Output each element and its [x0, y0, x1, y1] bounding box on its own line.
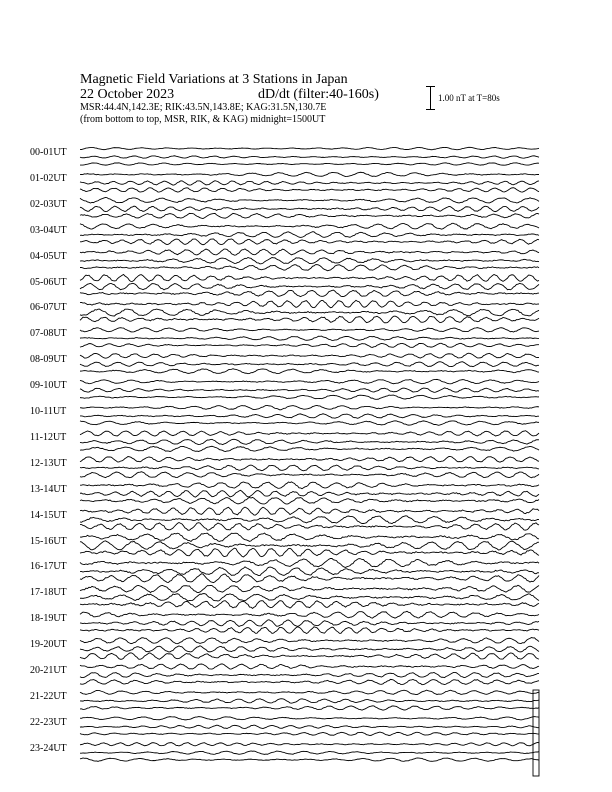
trace-rik: [80, 541, 539, 550]
trace-kag: [80, 742, 539, 745]
hour-label: 07-08UT: [30, 328, 67, 340]
trace-kag: [80, 147, 539, 149]
trace-kag: [80, 431, 539, 436]
hour-label: 06-07UT: [30, 302, 67, 314]
trace-kag: [80, 690, 539, 694]
order-note: (from bottom to top, MSR, RIK, & KAG) midnight=1500UT: [80, 114, 326, 125]
filter-label: dD/dt (filter:40-160s): [258, 87, 379, 102]
hour-label: 10-11UT: [30, 406, 67, 417]
trace-msr: [80, 522, 539, 530]
trace-msr: [80, 239, 539, 245]
hour-label: 16-17UT: [30, 561, 67, 573]
hour-label: 15-16UT: [30, 535, 67, 547]
trace-msr: [80, 290, 539, 297]
stations-info: MSR:44.4N,142.3E; RIK:43.5N,143.8E; KAG:31.5N,130.7E: [80, 102, 327, 113]
hour-label: 12-13UT: [30, 457, 67, 469]
hour-label: 02-03UT: [30, 198, 67, 210]
trace-kag: [80, 249, 539, 255]
hour-label: 00-01UT: [30, 147, 67, 158]
trace-rik: [80, 594, 539, 601]
hour-label: 03-04UT: [30, 224, 67, 236]
chart-date: 22 October 2023: [80, 87, 175, 102]
trace-msr: [80, 653, 539, 659]
trace-rik: [80, 672, 539, 677]
trace-rik: [80, 258, 539, 264]
trace-msr: [80, 369, 539, 374]
trace-kag: [80, 197, 539, 203]
trace-msr: [80, 163, 539, 165]
trace-msr: [80, 706, 539, 710]
trace-kag: [80, 274, 539, 281]
hour-label: 11-12UT: [30, 431, 67, 443]
trace-msr: [80, 343, 539, 347]
trace-rik: [80, 388, 539, 392]
hour-label: 13-14UT: [30, 483, 67, 495]
trace-kag: [80, 507, 539, 515]
trace-kag: [80, 664, 539, 669]
trace-msr: [80, 732, 539, 735]
trace-rik: [80, 439, 539, 444]
hour-label: 19-20UT: [30, 639, 67, 651]
hour-label: 04-05UT: [30, 250, 67, 262]
trace-rik: [80, 232, 539, 238]
hour-label: 08-09UT: [30, 354, 67, 366]
trace-msr: [80, 601, 539, 609]
trace-kag: [80, 223, 539, 229]
trace-rik: [80, 283, 539, 289]
trace-kag: [80, 456, 539, 462]
trace-kag: [80, 717, 539, 720]
hour-label: 01-02UT: [30, 172, 67, 184]
trace-rik: [80, 181, 539, 185]
trace-msr: [80, 213, 539, 218]
trace-rik: [80, 516, 539, 524]
trace-rik: [80, 567, 539, 576]
trace-rik: [80, 465, 539, 471]
trace-msr: [80, 421, 539, 425]
trace-rik: [80, 620, 539, 627]
trace-kag: [80, 328, 539, 332]
trace-msr: [80, 446, 539, 451]
trace-rik: [80, 336, 539, 340]
scale-label: 1.00 nT at T=80s: [438, 93, 500, 103]
trace-kag: [80, 559, 539, 568]
trace-msr: [80, 316, 539, 323]
trace-rik: [80, 751, 539, 754]
trace-kag: [80, 353, 539, 358]
hour-label: 14-15UT: [30, 509, 67, 521]
trace-rik: [80, 725, 539, 729]
hour-label: 05-06UT: [30, 276, 67, 288]
trace-msr: [80, 188, 539, 192]
trace-kag: [80, 482, 539, 489]
trace-msr: [80, 679, 539, 684]
hour-label: 20-21UT: [30, 665, 67, 676]
chart-title: Magnetic Field Variations at 3 Stations in Japan: [80, 72, 348, 87]
hour-label: 21-22UT: [30, 690, 67, 702]
trace-kag: [80, 379, 539, 383]
trace-kag: [80, 300, 539, 307]
trace-msr: [80, 758, 539, 761]
trace-rik: [80, 362, 539, 367]
trace-kag: [80, 533, 539, 541]
trace-rik: [80, 490, 539, 497]
hour-label: 23-24UT: [30, 742, 67, 754]
trace-rik: [80, 206, 539, 211]
hour-label: 17-18UT: [30, 587, 67, 599]
trace-rik: [80, 156, 539, 158]
trace-kag: [80, 611, 539, 618]
trace-kag: [80, 585, 539, 592]
trace-msr: [80, 497, 539, 504]
trace-msr: [80, 627, 539, 634]
trace-rik: [80, 309, 539, 316]
hour-label: 18-19UT: [30, 613, 67, 625]
hour-label: 09-10UT: [30, 380, 67, 392]
trace-rik: [80, 699, 539, 703]
trace-kag: [80, 638, 539, 644]
trace-msr: [80, 472, 539, 478]
trace-kag: [80, 172, 539, 176]
trace-kag: [80, 405, 539, 409]
hour-label: 22-23UT: [30, 716, 67, 728]
trace-rik: [80, 646, 539, 652]
trace-msr: [80, 395, 539, 399]
trace-rik: [80, 414, 539, 418]
trace-msr: [80, 265, 539, 271]
